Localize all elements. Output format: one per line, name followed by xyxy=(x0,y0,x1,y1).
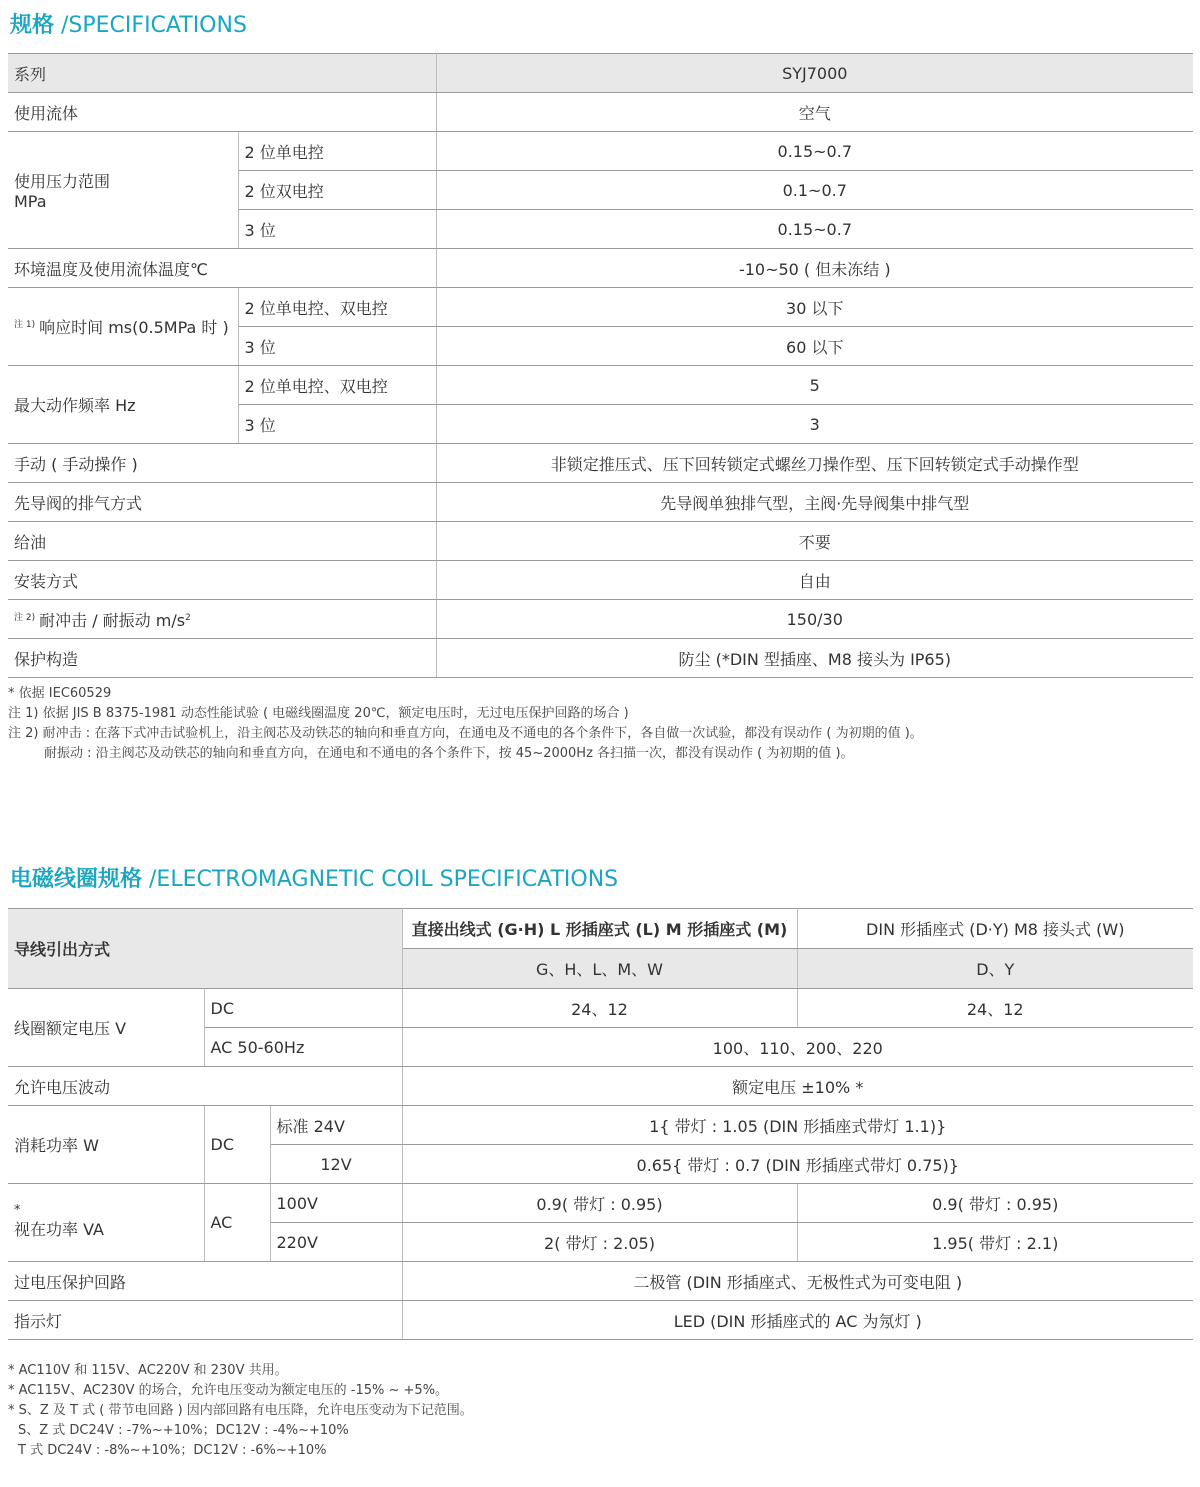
series-label: 系列 xyxy=(8,54,436,93)
voltage-dc-col1: 24、12 xyxy=(402,989,797,1028)
table-row xyxy=(8,600,1193,639)
mount-label: 安装方式 xyxy=(8,561,436,600)
col2-header: DIN 形插座式 (D·Y) M8 接头式 (W) xyxy=(797,909,1193,949)
coil-table xyxy=(8,908,1193,1340)
coil-title xyxy=(10,865,618,895)
apparent-sub-label: 100V xyxy=(270,1184,402,1223)
table-row xyxy=(8,132,1193,171)
exhaust-label: 先导阀的排气方式 xyxy=(8,483,436,522)
apparent-col2: 1.95( 带灯 : 2.1) xyxy=(797,1223,1193,1262)
response-sub-label: 3 位 xyxy=(238,327,436,366)
apparent-col1: 0.9( 带灯 : 0.95) xyxy=(402,1184,797,1223)
specifications-title-en: /SPECIFICATIONS xyxy=(61,13,247,38)
pressure-sub-label: 2 位单电控 xyxy=(238,132,436,171)
lube-value: 不要 xyxy=(436,522,1193,561)
note-line: * 依据 IEC60529 xyxy=(8,686,112,701)
apparent-col2: 0.9( 带灯 : 0.95) xyxy=(797,1184,1193,1223)
pressure-sub-label: 3 位 xyxy=(238,210,436,249)
col1-sub: G、H、L、M、W xyxy=(402,949,797,989)
note-line: * AC110V 和 115V、AC220V 和 230V 共用。 xyxy=(8,1363,288,1378)
specifications-table xyxy=(8,53,1193,678)
response-label: 响应时间 ms(0.5MPa 时 ) xyxy=(39,318,229,337)
table-row xyxy=(8,522,1193,561)
note-line: 注 1) 依据 JIS B 8375-1981 动态性能试验 ( 电磁线圈温度 20℃，额定电压时，无过电压保护回路的场合 ) xyxy=(8,706,629,721)
pressure-label-line1: 使用压力范围 xyxy=(14,172,111,191)
coil-notes xyxy=(8,1361,473,1461)
power-value: 1{ 带灯 : 1.05 (DIN 形插座式带灯 1.1)} xyxy=(402,1106,1193,1145)
table-row xyxy=(8,909,1193,949)
specifications-title-cn: 规格 xyxy=(10,13,55,38)
protect-value: 防尘 (*DIN 型插座、M8 接头为 IP65) xyxy=(436,639,1193,678)
indicator-label: 指示灯 xyxy=(8,1301,402,1340)
specifications-notes xyxy=(8,684,923,764)
frequency-sub-label: 3 位 xyxy=(238,405,436,444)
table-row xyxy=(8,444,1193,483)
table-row xyxy=(8,93,1193,132)
note-line: * AC115V、AC230V 的场合，允许电压变动为额定电压的 -15% ~ +5%。 xyxy=(8,1383,449,1398)
lube-label: 给油 xyxy=(8,522,436,561)
fluid-value: 空气 xyxy=(436,93,1193,132)
note-line: 注 2) 耐冲击 : 在落下式冲击试验机上，沿主阀芯及动铁芯的轴向和垂直方向，在通电及不通电的各个条件下，各自做一次试验，都没有误动作 ( 为初期的值 )。 xyxy=(8,726,923,741)
power-sub-label: 标准 24V xyxy=(270,1106,402,1145)
note-line: S、Z 式 DC24V : -7%~+10%；DC12V : -4%~+10% xyxy=(18,1423,349,1438)
apparent-sub-label: 220V xyxy=(270,1223,402,1262)
fluid-label: 使用流体 xyxy=(8,93,436,132)
apparent-star: * xyxy=(14,1203,21,1218)
shock-value: 150/30 xyxy=(436,600,1193,639)
surge-label: 过电压保护回路 xyxy=(8,1262,402,1301)
table-row xyxy=(8,366,1193,405)
fluct-value: 额定电压 ±10% * xyxy=(402,1067,1193,1106)
table-row xyxy=(8,288,1193,327)
manual-value: 非锁定推压式、压下回转锁定式螺丝刀操作型、压下回转锁定式手动操作型 xyxy=(436,444,1193,483)
note-line: T 式 DC24V : -8%~+10%；DC12V : -6%~+10% xyxy=(18,1443,327,1458)
response-value: 60 以下 xyxy=(436,327,1193,366)
table-row xyxy=(8,989,1193,1028)
power-sub-label: 12V xyxy=(270,1145,402,1184)
apparent-label-cell xyxy=(8,1184,204,1262)
frequency-sub-label: 2 位单电控、双电控 xyxy=(238,366,436,405)
coil-title-en: /ELECTROMAGNETIC COIL SPECIFICATIONS xyxy=(149,867,619,892)
response-label-cell xyxy=(8,288,238,366)
response-sub-label: 2 位单电控、双电控 xyxy=(238,288,436,327)
frequency-value: 5 xyxy=(436,366,1193,405)
frequency-value: 3 xyxy=(436,405,1193,444)
manual-label: 手动 ( 手动操作 ) xyxy=(8,444,436,483)
power-value: 0.65{ 带灯 : 0.7 (DIN 形插座式带灯 0.75)} xyxy=(402,1145,1193,1184)
voltage-ac-value: 100、110、200、220 xyxy=(402,1028,1193,1067)
col1-header: 直接出线式 (G·H) L 形插座式 (L) M 形插座式 (M) xyxy=(402,909,797,949)
table-row xyxy=(8,1184,1193,1223)
table-row xyxy=(8,483,1193,522)
pressure-value: 0.1~0.7 xyxy=(436,171,1193,210)
voltage-label: 线圈额定电压 V xyxy=(8,989,204,1067)
voltage-ac-label: AC 50-60Hz xyxy=(204,1028,402,1067)
table-row xyxy=(8,1301,1193,1340)
shock-label: 耐冲击 / 耐振动 m/s xyxy=(39,610,186,630)
response-value: 30 以下 xyxy=(436,288,1193,327)
surge-value: 二极管 (DIN 形插座式、无极性式为可变电阻 ) xyxy=(402,1262,1193,1301)
note-line: 耐振动 : 沿主阀芯及动铁芯的轴向和垂直方向，在通电和不通电的各个条件下，按 45~2000Hz 各扫描一次，都没有误动作 ( 为初期的值 )。 xyxy=(44,746,854,761)
series-value: SYJ7000 xyxy=(436,54,1193,93)
pressure-sub-label: 2 位双电控 xyxy=(238,171,436,210)
indicator-value: LED (DIN 形插座式的 AC 为氖灯 ) xyxy=(402,1301,1193,1340)
voltage-dc-col2: 24、12 xyxy=(797,989,1193,1028)
table-row xyxy=(8,561,1193,600)
table-row xyxy=(8,639,1193,678)
apparent-label: 视在功率 VA xyxy=(14,1220,104,1239)
power-label: 消耗功率 W xyxy=(8,1106,204,1184)
lead-label: 导线引出方式 xyxy=(8,909,402,989)
mount-value: 自由 xyxy=(436,561,1193,600)
coil-title-cn: 电磁线圈规格 xyxy=(10,867,143,892)
table-row xyxy=(8,1262,1193,1301)
shock-label-cell xyxy=(8,600,436,639)
voltage-dc-label: DC xyxy=(204,989,402,1028)
power-dc-label: DC xyxy=(204,1106,270,1184)
table-row xyxy=(8,249,1193,288)
pressure-value: 0.15~0.7 xyxy=(436,132,1193,171)
table-row xyxy=(8,1067,1193,1106)
apparent-col1: 2( 带灯 : 2.05) xyxy=(402,1223,797,1262)
specifications-title xyxy=(10,11,247,41)
apparent-ac-label: AC xyxy=(204,1184,270,1262)
frequency-label: 最大动作频率 Hz xyxy=(8,366,238,444)
table-row xyxy=(8,54,1193,93)
col2-sub: D、Y xyxy=(797,949,1193,989)
pressure-label xyxy=(8,132,238,249)
note-line: * S、Z 及 T 式 ( 带节电回路 ) 因内部回路有电压降，允许电压变动为下记范围。 xyxy=(8,1403,473,1418)
temp-label: 环境温度及使用流体温度℃ xyxy=(8,249,436,288)
temp-value: -10~50 ( 但未冻结 ) xyxy=(436,249,1193,288)
exhaust-value: 先导阀单独排气型，主阀·先导阀集中排气型 xyxy=(436,483,1193,522)
fluct-label: 允许电压波动 xyxy=(8,1067,402,1106)
table-row xyxy=(8,1106,1193,1145)
protect-label: 保护构造 xyxy=(8,639,436,678)
shock-unit-exponent: 2 xyxy=(185,612,191,623)
pressure-label-line2: MPa xyxy=(14,192,47,211)
shock-note-marker: 注 2) xyxy=(14,612,36,623)
response-note-marker: 注 1) xyxy=(14,320,36,330)
pressure-value: 0.15~0.7 xyxy=(436,210,1193,249)
